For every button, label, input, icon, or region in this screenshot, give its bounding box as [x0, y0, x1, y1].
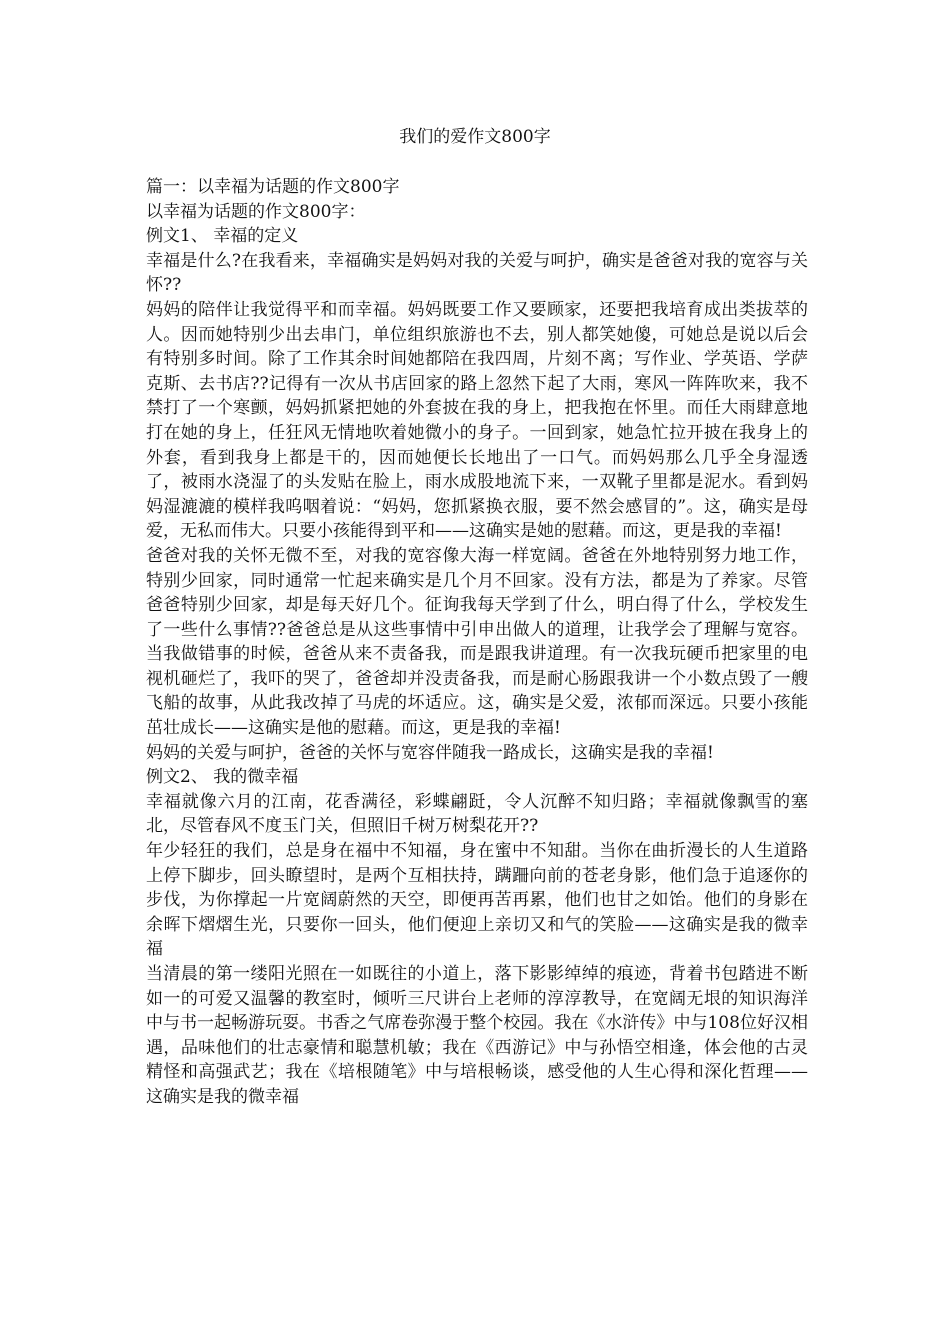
- paragraph: 妈妈的陪伴让我觉得平和而幸福。妈妈既要工作又要顾家，还要把我培育成出类拔萃的人。因而她特别少出去串门，单位组织旅游也不去，别人都笑她傻，可她总是说以后会有特别多时间。除了工作其余时间她都陪在我四周，片刻不离；写作业、学英语、学萨克斯、去书店??记得有一次从书店回家的路上忽然下起了大雨，寒风一阵阵吹来，我不禁打了一个寒颤，妈妈抓紧把她的外套披在我的身上，把我抱在怀里。而任大雨肆意地打在她的身上，任狂风无情地吹着她微小的身子。一回到家，她急忙拉开披在我身上的外套，看到我身上都是干的，因而她便长长地出了一口气。而妈妈那么几乎全身湿透了，被雨水浇湿了的头发贴在脸上，雨水成股地流下来，一双靴子里都是泥水。看到妈妈湿漉漉的模样我呜咽着说：“妈妈，您抓紧换衣服，要不然会感冒的”。这，确实是母爱，无私而伟大。只要小孩能得到平和——这确实是她的慰藉。而这，更是我的幸福!: [146, 299, 808, 542]
- paragraph: 以幸福为话题的作文800字：: [146, 201, 366, 222]
- document-title: 我们的爱作文800字: [399, 127, 551, 147]
- paragraph: 例文2、 我的微幸福: [146, 767, 299, 788]
- paragraph: 爸爸对我的关怀无微不至，对我的宽容像大海一样宽阔。爸爸在外地特别努力地工作，特别少回家，同时通常一忙起来确实是几个月不回家。没有方法，都是为了养家。尽管爸爸特别少回家，却是每天好几个。征询我每天学到了什么，明白得了什么，学校发生了一些什么事情??爸爸总是从这些事情中引申出做人的道理，让我学会了理解与宽容。当我做错事的时候，爸爸从来不责备我，而是跟我讲道理。有一次我玩硬币把家里的电视机砸烂了，我吓的哭了，爸爸却并没责备我，而是耐心肠跟我讲一个小数点毁了一艘飞船的故事，从此我改掉了马虎的坏适应。这，确实是父爱，浓郁而深远。只要小孩能茁壮成长——这确实是他的慰藉。而这，更是我的幸福!: [146, 545, 808, 739]
- paragraph: 当清晨的第一缕阳光照在一如既往的小道上，落下影影绰绰的痕迹，背着书包踏进不断如一的可爱又温馨的教室时，倾听三尺讲台上老师的淳淳教导，在宽阔无垠的知识海洋中与书一起畅游玩耍。书香之气席卷弥漫于整个校园。我在《水浒传》中与108位好汉相遇，品味他们的壮志豪情和聪慧机敏；我在《西游记》中与孙悟空相逢，体会他的古灵精怪和高强武艺；我在《培根随笔》中与培根畅谈，感受他的人生心得和深化哲理——这确实是我的微幸福: [146, 964, 808, 1107]
- document-body: [146, 175, 808, 1110]
- paragraph: 幸福就像六月的江南，花香满径，彩蝶翩跹，令人沉醉不知归路；幸福就像飘雪的塞北，尽管春风不度玉门关，但照旧千树万树梨花开??: [146, 791, 808, 837]
- paragraph: 篇一：以幸福为话题的作文800字: [146, 177, 400, 197]
- paragraph: 年少轻狂的我们，总是身在福中不知福，身在蜜中不知甜。当你在曲折漫长的人生道路上停下脚步，回头瞭望时，是两个互相扶持，蹒跚向前的苍老身影，他们急于追逐你的步伐，为你撑起一片宽阔蔚然的天空，即便再苦再累，他们也甘之如饴。他们的身影在余晖下熠熠生光，只要你一回头，他们便迎上亲切又和气的笑脸——这确实是我的微幸福: [146, 841, 808, 960]
- paragraph: 妈妈的关爱与呵护，爸爸的关怀与宽容伴随我一路成长，这确实是我的幸福!: [146, 742, 714, 763]
- paragraph: 例文1、 幸福的定义: [146, 226, 299, 247]
- paragraph: 幸福是什么?在我看来，幸福确实是妈妈对我的关爱与呵护，确实是爸爸对我的宽容与关怀??: [146, 250, 808, 296]
